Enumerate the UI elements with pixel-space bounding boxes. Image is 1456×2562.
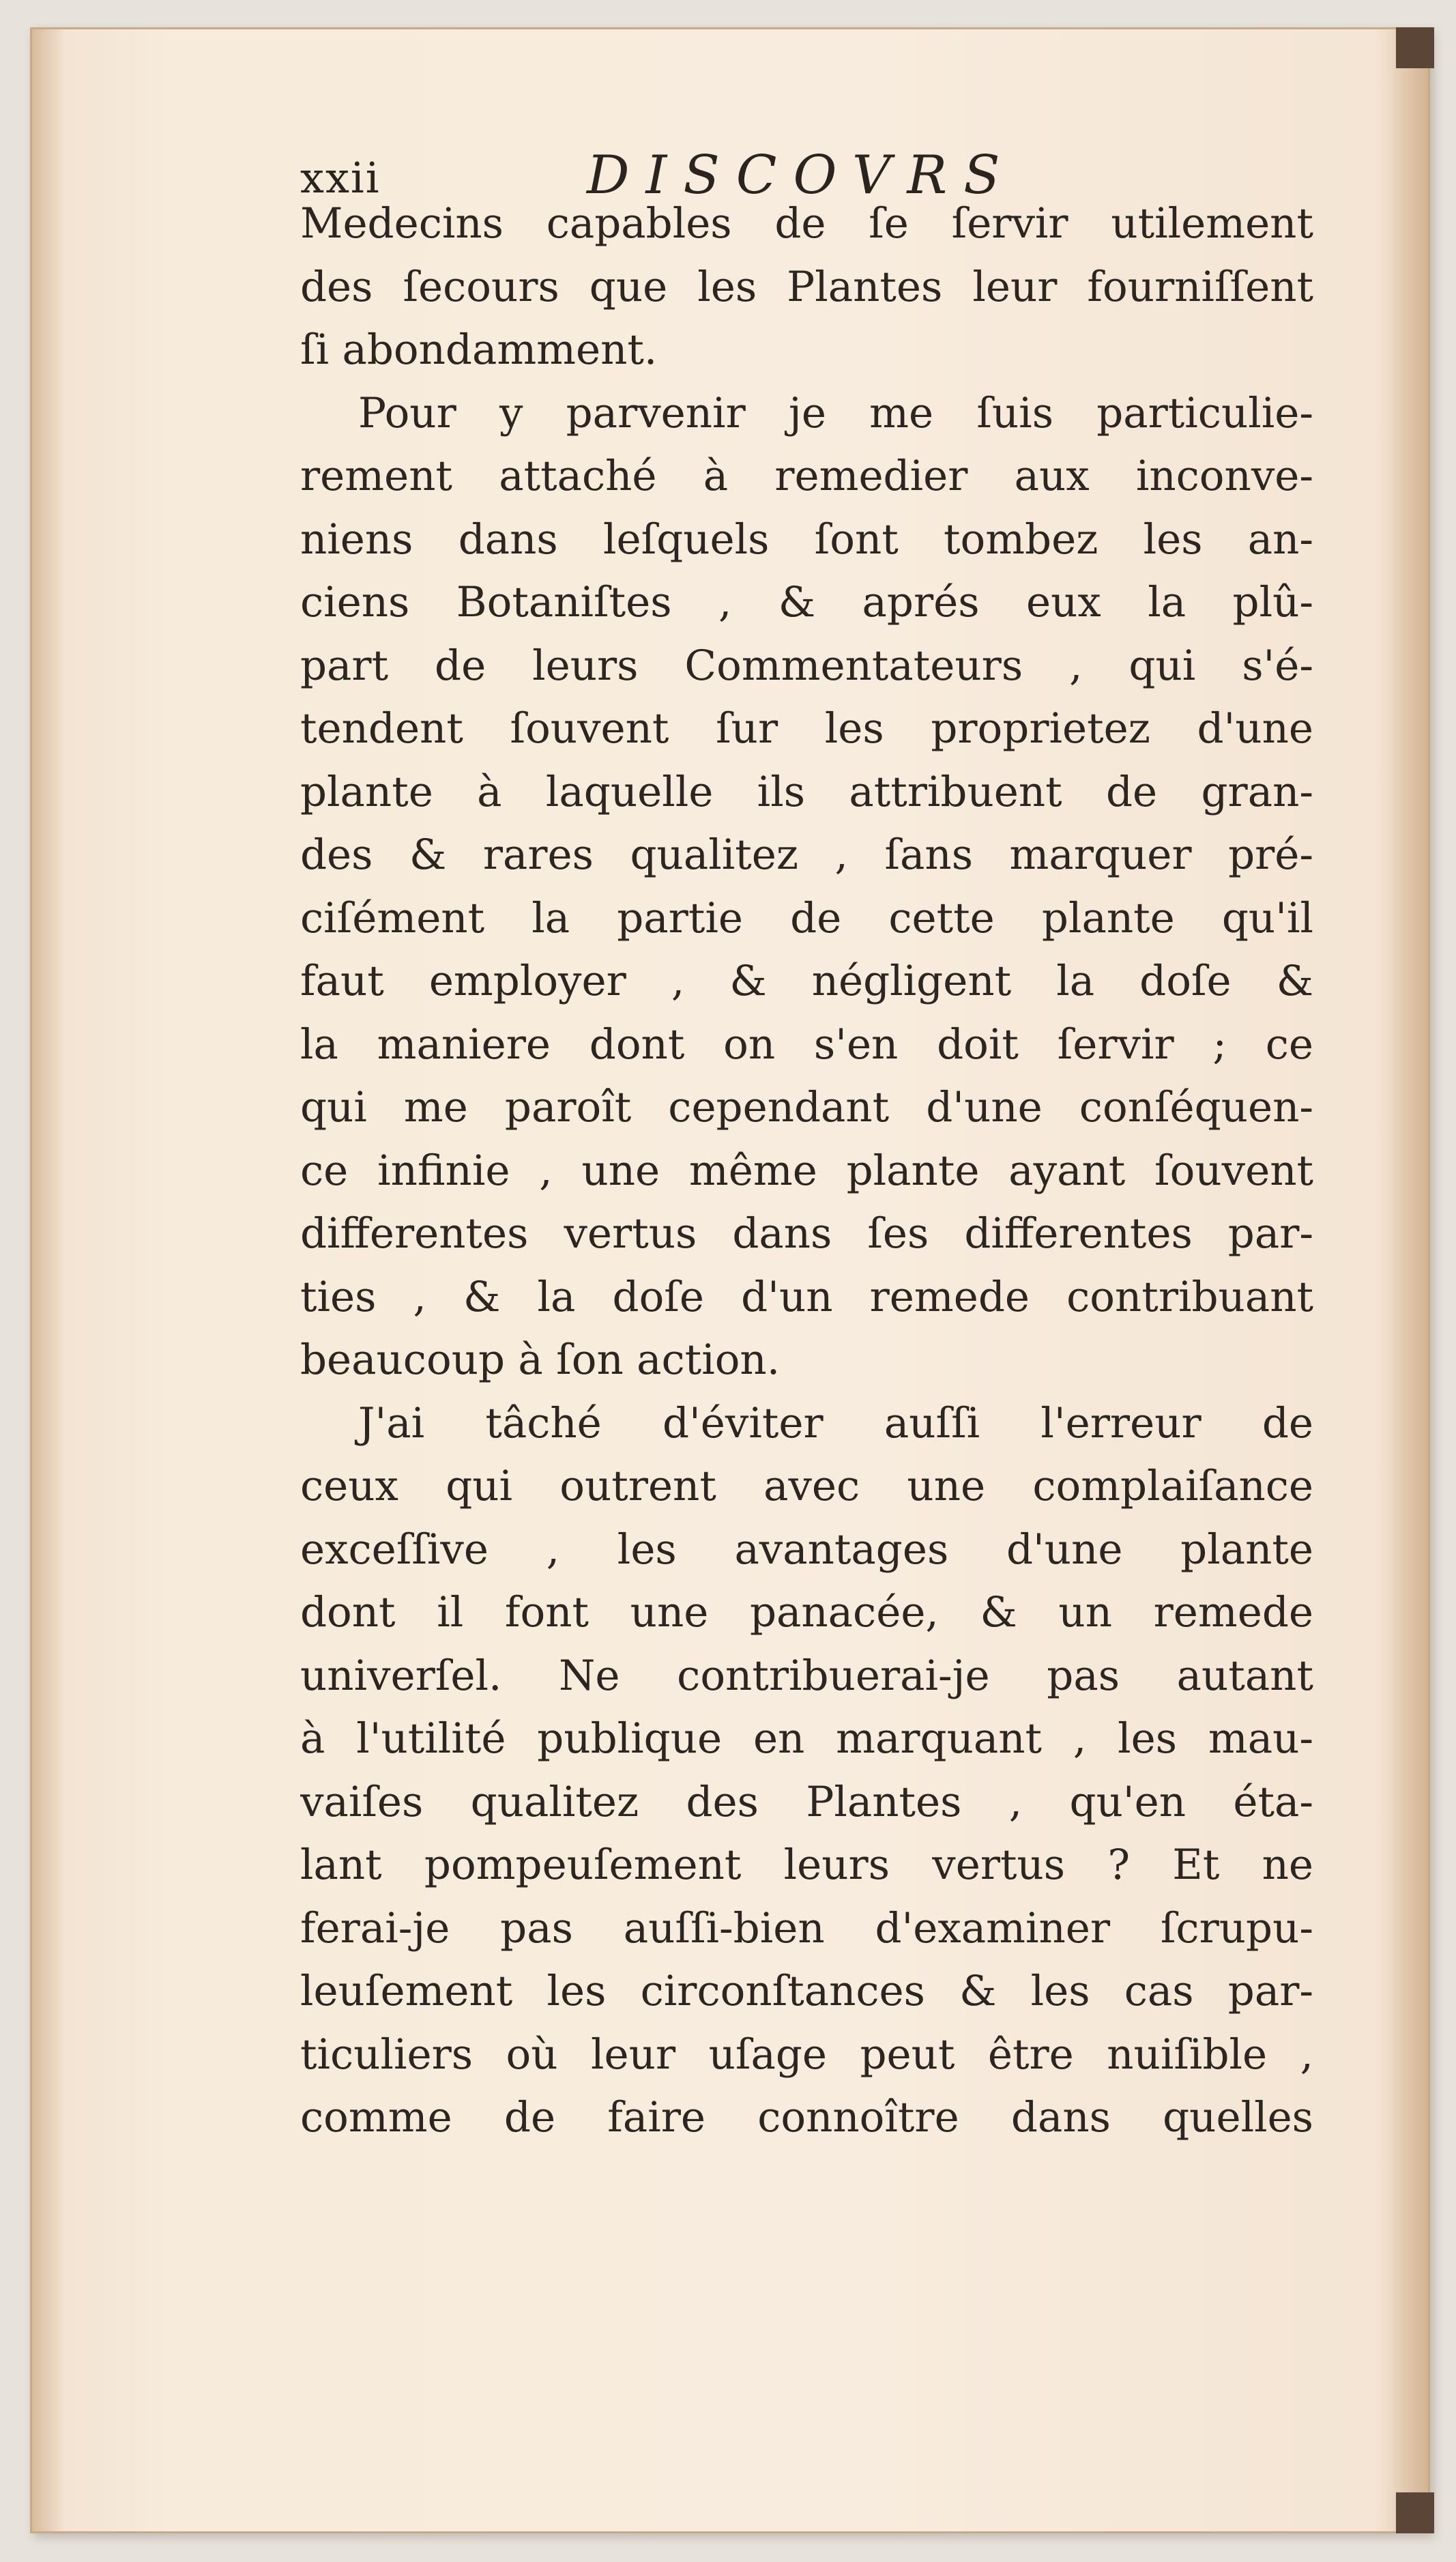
text-line: Medecins capables de ſe ſervir utilement xyxy=(300,199,1313,248)
text-line: des & rares qualitez , ſans marquer pré- xyxy=(300,831,1313,879)
text-line: plante à laquelle ils attribuent de gran- xyxy=(300,767,1313,816)
binding-corner-top xyxy=(1396,27,1434,68)
running-title: DISCOVRS xyxy=(587,145,1017,206)
text-line: ciſément la partie de cette plante qu'il xyxy=(300,893,1313,942)
text-line: ce infinie , une même plante ayant ſouvent xyxy=(300,1146,1313,1195)
text-line: ſi abondamment. xyxy=(300,326,658,374)
text-line: des ſecours que les Plantes leur fourniſſent xyxy=(300,262,1313,311)
text-line: J'ai tâché d'éviter auſſi l'erreur de xyxy=(358,1398,1313,1448)
text-line: qui me paroît cependant d'une conſéquen- xyxy=(300,1083,1313,1132)
text-line: leuſement les circonſtances & les cas par- xyxy=(300,1967,1313,2015)
text-line: ferai-je pas auſſi-bien d'examiner ſcrupu- xyxy=(300,1903,1313,1953)
text-line: vaiſes qualitez des Plantes , qu'en éta- xyxy=(300,1777,1313,1826)
text-line: la maniere dont on s'en doit ſervir ; ce xyxy=(300,1020,1313,1069)
text-line: exceſſive , les avantages d'une plante xyxy=(300,1525,1313,1574)
text-line: faut employer , & négligent la doſe & xyxy=(300,957,1313,1005)
page-number: xxii xyxy=(300,153,381,203)
text-line: à l'utilité publique en marquant , les mau- xyxy=(300,1714,1313,1763)
text-line: ticuliers où leur uſage peut être nuiſible , xyxy=(300,2030,1313,2079)
text-line: ceux qui outrent avec une complaiſance xyxy=(300,1462,1313,1510)
text-line: niens dans leſquels ſont tombez les an- xyxy=(300,515,1313,564)
body-text xyxy=(300,192,1313,2150)
text-line: ciens Botaniſtes , & aprés eux la plû- xyxy=(300,578,1313,627)
text-line: dont il font une panacée, & un remede xyxy=(300,1588,1313,1637)
text-line: rement attaché à remedier aux inconve- xyxy=(300,452,1313,500)
text-line: beaucoup à ſon action. xyxy=(300,1336,781,1384)
text-line: univerſel. Ne contribuerai-je pas autant xyxy=(300,1651,1313,1700)
text-line: comme de faire connoître dans quelles xyxy=(300,2093,1313,2142)
text-line: Pour y parvenir je me ſuis particulie- xyxy=(358,388,1313,437)
text-line: ties , & la doſe d'un remede contribuant xyxy=(300,1272,1313,1321)
text-line: lant pompeuſement leurs vertus ? Et ne xyxy=(300,1841,1313,1889)
text-line: tendent ſouvent ſur les proprietez d'une xyxy=(300,704,1313,753)
page-edge-shadow xyxy=(1389,27,1430,2533)
binding-corner-bottom xyxy=(1396,2492,1434,2533)
text-line: differentes vertus dans ſes differentes par- xyxy=(300,1209,1313,1258)
text-line: part de leurs Commentateurs , qui s'é- xyxy=(300,641,1313,690)
